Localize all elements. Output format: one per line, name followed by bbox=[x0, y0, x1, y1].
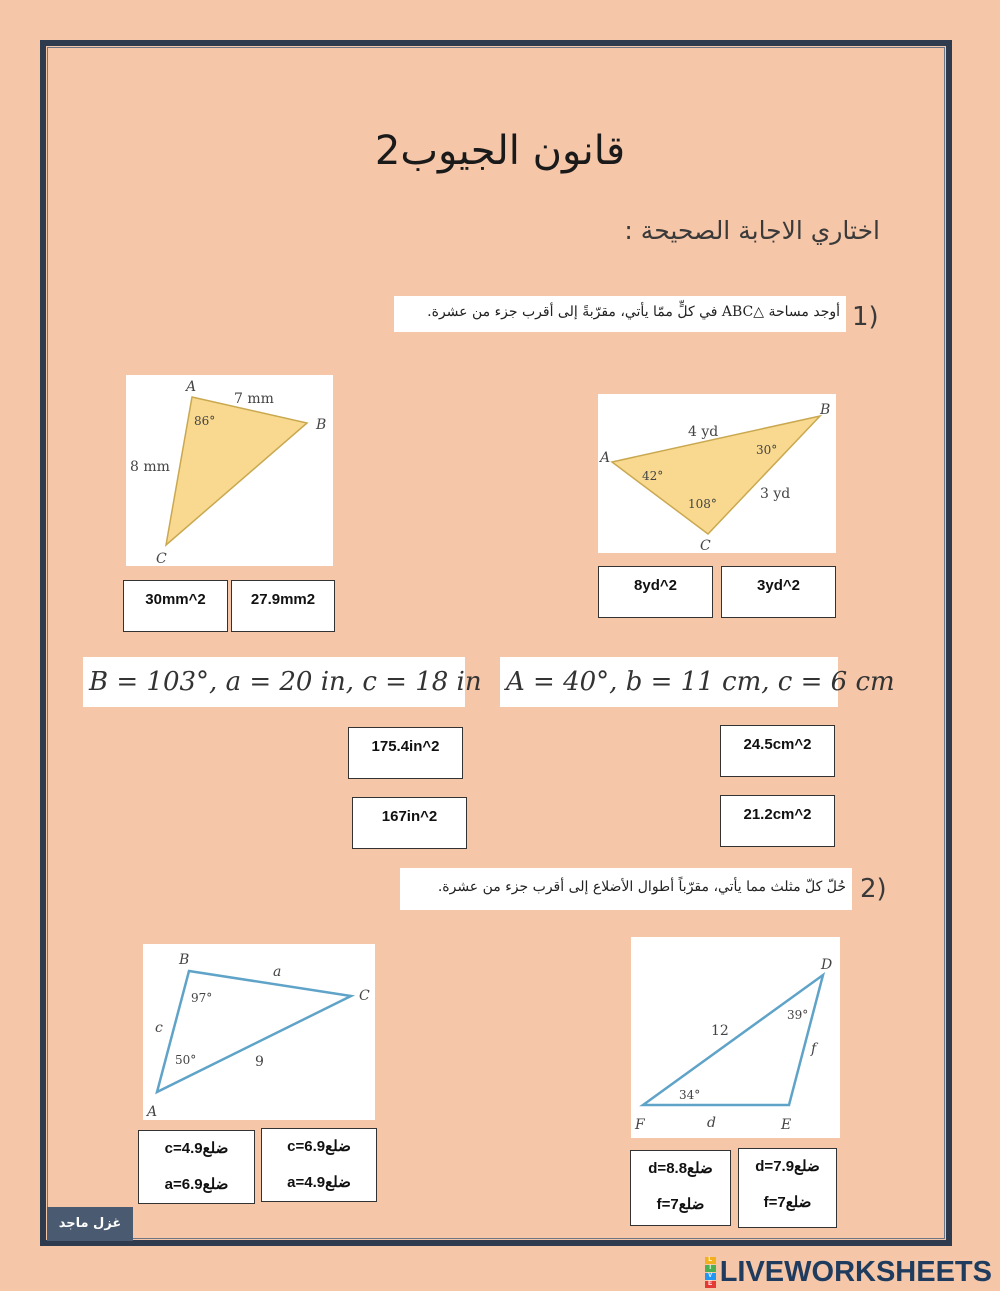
answer-option[interactable]: 24.5cm^2 bbox=[720, 725, 835, 777]
answer-option[interactable] bbox=[138, 1130, 255, 1204]
logo-letter: E bbox=[705, 1281, 716, 1288]
logo-letter: V bbox=[705, 1273, 716, 1280]
answer-option[interactable]: 8yd^2 bbox=[598, 566, 713, 618]
question-1-text: أوجد مساحة △ABC في كلٍّ ممّا يأتي، مقرّبةً إلى أقرب جزء من عشرة. bbox=[394, 296, 846, 332]
angle-label: 97° bbox=[191, 991, 213, 1005]
answer-option[interactable]: 3yd^2 bbox=[721, 566, 836, 618]
answer-line: c=6.9ضلع bbox=[287, 1138, 351, 1155]
side-label: 9 bbox=[255, 1054, 264, 1070]
answer-line: c=4.9ضلع bbox=[164, 1140, 229, 1157]
vertex-label: A bbox=[600, 450, 611, 466]
triangle-shape bbox=[157, 971, 351, 1092]
answer-option[interactable] bbox=[738, 1148, 837, 1228]
question-2-text: حُلّ كلّ مثلث مما يأتي، مقرّباً أطوال الأضلاع إلى أقرب جزء من عشرة. bbox=[400, 868, 852, 910]
vertex-label: A bbox=[186, 379, 197, 395]
side-label: f bbox=[811, 1041, 817, 1057]
answer-option[interactable]: 27.9mm2 bbox=[231, 580, 335, 632]
vertex-label: C bbox=[700, 538, 711, 553]
question-2-number: 2) bbox=[860, 874, 887, 904]
triangle-shape bbox=[643, 975, 823, 1105]
vertex-label: B bbox=[316, 417, 327, 433]
triangle-figure-1 bbox=[126, 375, 333, 566]
answer-option[interactable]: 21.2cm^2 bbox=[720, 795, 835, 847]
angle-label: 108° bbox=[688, 497, 717, 511]
condition-right: A = 40°, b = 11 cm, c = 6 cm bbox=[500, 657, 838, 707]
instruction-text: اختاري الاجابة الصحيحة : bbox=[624, 216, 880, 245]
liveworksheets-icon bbox=[705, 1257, 716, 1288]
side-label: a bbox=[273, 964, 282, 980]
answer-option[interactable] bbox=[261, 1128, 377, 1202]
answer-option[interactable]: 30mm^2 bbox=[123, 580, 228, 632]
brand-name: LIVEWORKSHEETS bbox=[719, 1256, 992, 1288]
question-1-number: 1) bbox=[852, 302, 879, 332]
angle-label: 86° bbox=[194, 414, 216, 428]
side-label: c bbox=[155, 1020, 163, 1036]
answer-option[interactable]: 175.4in^2 bbox=[348, 727, 463, 779]
vertex-label: C bbox=[359, 988, 370, 1004]
page-title: قانون الجيوب2 bbox=[374, 128, 626, 174]
condition-left: B = 103°, a = 20 in, c = 18 in bbox=[83, 657, 465, 707]
vertex-label: A bbox=[147, 1104, 158, 1120]
triangle-figure-2 bbox=[598, 394, 836, 553]
angle-label: 39° bbox=[787, 1008, 809, 1022]
angle-label: 50° bbox=[175, 1053, 197, 1067]
angle-label: 42° bbox=[642, 469, 664, 483]
angle-label: 34° bbox=[679, 1088, 701, 1102]
side-label: 7 mm bbox=[234, 391, 274, 407]
logo-letter: L bbox=[705, 1257, 716, 1264]
side-label: 12 bbox=[711, 1023, 729, 1039]
brand-logo[interactable] bbox=[705, 1256, 992, 1289]
answer-line: a=6.9ضلع bbox=[164, 1176, 229, 1193]
logo-letter: I bbox=[705, 1265, 716, 1272]
answer-option[interactable] bbox=[630, 1150, 731, 1226]
side-label: 3 yd bbox=[760, 486, 791, 502]
side-label: d bbox=[707, 1115, 716, 1131]
vertex-label: B bbox=[179, 952, 190, 968]
angle-label: 30° bbox=[756, 443, 778, 457]
answer-line: f=7ضلع bbox=[656, 1196, 705, 1213]
side-label: 8 mm bbox=[130, 459, 170, 475]
triangle-figure-4 bbox=[631, 937, 840, 1138]
vertex-label: C bbox=[156, 551, 167, 566]
vertex-label: E bbox=[781, 1117, 792, 1133]
vertex-label: D bbox=[821, 957, 833, 973]
author-tag: غزل ماجد bbox=[47, 1207, 133, 1241]
answer-line: f=7ضلع bbox=[763, 1194, 812, 1211]
side-label: 4 yd bbox=[688, 424, 719, 440]
answer-line: d=7.9ضلع bbox=[755, 1158, 820, 1175]
answer-line: d=8.8ضلع bbox=[648, 1160, 713, 1177]
vertex-label: B bbox=[820, 402, 831, 418]
answer-line: a=4.9ضلع bbox=[287, 1174, 351, 1191]
answer-option[interactable]: 167in^2 bbox=[352, 797, 467, 849]
triangle-shape bbox=[166, 397, 307, 545]
triangle-figure-3 bbox=[143, 944, 375, 1120]
vertex-label: F bbox=[635, 1117, 645, 1133]
